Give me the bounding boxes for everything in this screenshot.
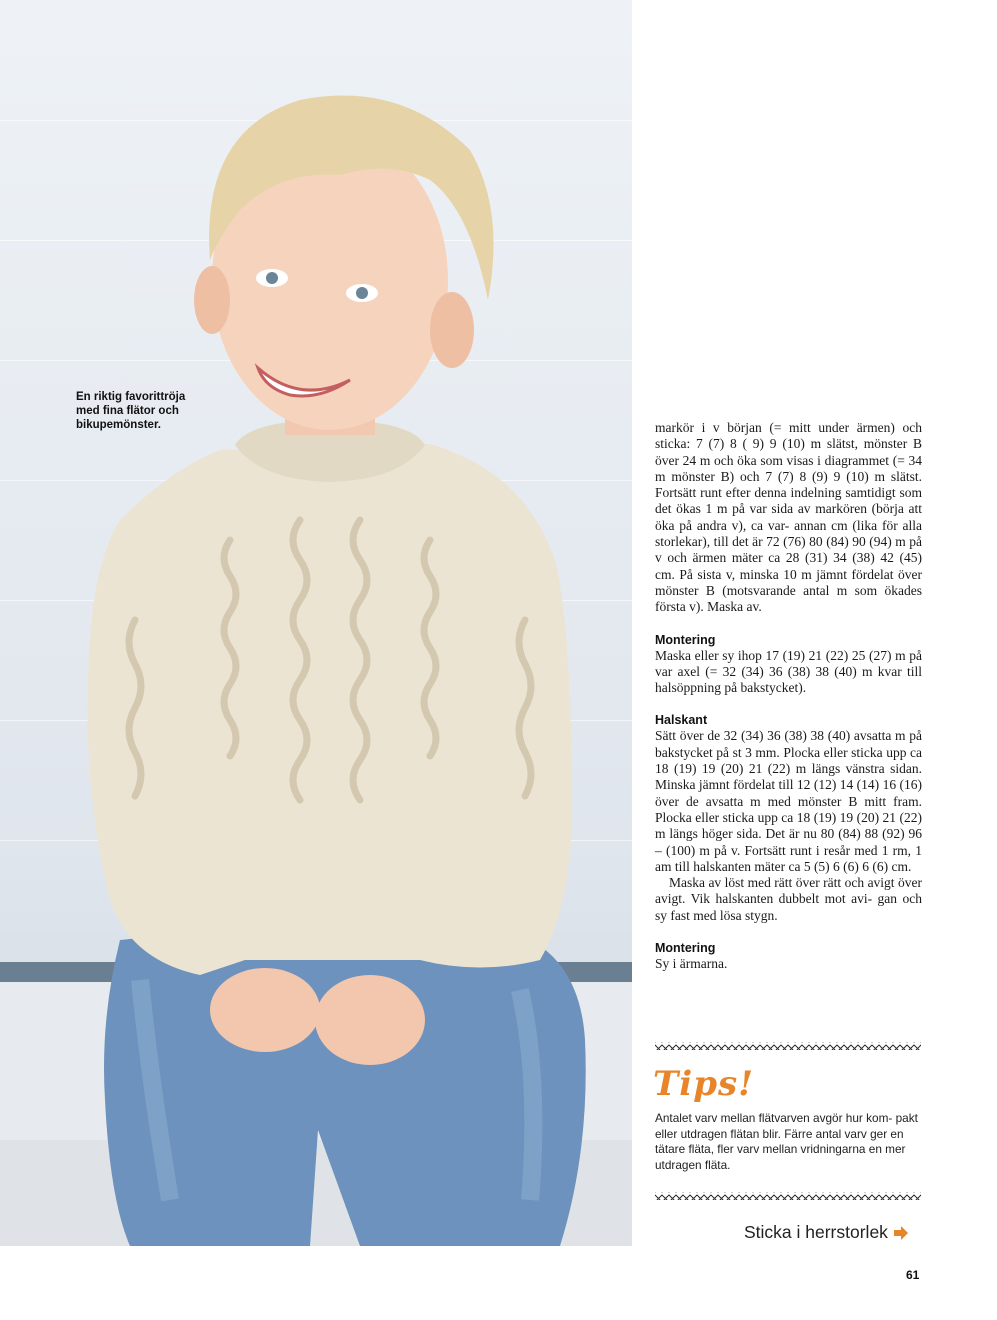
montering-heading: Montering: [655, 632, 716, 647]
montering-paragraph: Maska eller sy ihop 17 (19) 21 (22) 25 (27) m på var axel (= 32 (34) 36 (38) 38 (40) m kvar till halsöppning på bakstycket).: [655, 647, 922, 696]
halskant-heading: Halskant: [655, 713, 708, 728]
next-pattern-label: Sticka i herrstorlek: [744, 1222, 888, 1242]
next-pattern-link[interactable]: [744, 1222, 908, 1243]
page-number: 61: [906, 1268, 920, 1282]
instructions-column: [655, 420, 922, 972]
photo-caption: En riktig favorittröja med fina flätor och bikupemönster.: [76, 391, 186, 431]
halskant-paragraph: Sätt över de 32 (34) 36 (38) 38 (40) avsatta m på bakstycket på st 3 mm. Plocka eller sticka upp ca 18 (19) 19 (20) 21 (22) m längs vänstra sidan. Minska jämnt fördelat till 12 (12) 14 (14) 16 (16) över de avsatta m med mönster B mitt fram. Plocka eller sticka upp ca 18 (19) 19 (20) 21 (22) m längs höger sida. Det är nu 80 (84) 88 (92) 96 – (100) m på v. Fortsätt runt i resår med 1 rm, 1 am till halskanten mäter ca 5 (5) 6 (6) 6 (6) cm.: [655, 728, 922, 874]
intro-paragraph: markör i v början (= mitt under ärmen) och sticka: 7 (7) 8 ( 9) 9 (10) m slätst, mönster B över 24 m och öka som visas i diagrammet (= 34 m mönster B) och 7 (7) 8 (9) 9 (10) m slätst. Fortsätt runt efter denna indelning samtidigt som det ökas 1 m på var sida av markören (börja att öka på andra v), ca var- annan cm (lika för alla storlekar), till det är 72 (76) 80 (84) 90 (94) m på v och ärmen mäter ca 28 (31) 34 (38) 42 (45) cm. På sista v, minska 10 m jämnt fördelat över mönster B (motsvarande antal m som ökades första v). Maska av.: [655, 420, 922, 615]
montering2-paragraph: Sy i ärmarna.: [655, 956, 728, 972]
arrow-right-icon: [894, 1226, 908, 1240]
divider-top: [655, 1042, 921, 1050]
tips-text: Antalet varv mellan flätvarven avgör hur kom- pakt eller utdragen flätan blir. Färre antal varv ger en tätare fläta, fler varv mellan vridningarna en mer utdragen fläta.: [655, 1111, 918, 1172]
montering2-heading: Montering: [655, 941, 716, 956]
tips-title: Tips!: [653, 1064, 755, 1104]
divider-bottom: [655, 1192, 921, 1200]
halskant-paragraph-2: Maska av löst med rätt över rätt och avigt över avigt. Vik halskanten dubbelt mot avi- gan och sy fast med lösa stygn.: [655, 875, 922, 923]
